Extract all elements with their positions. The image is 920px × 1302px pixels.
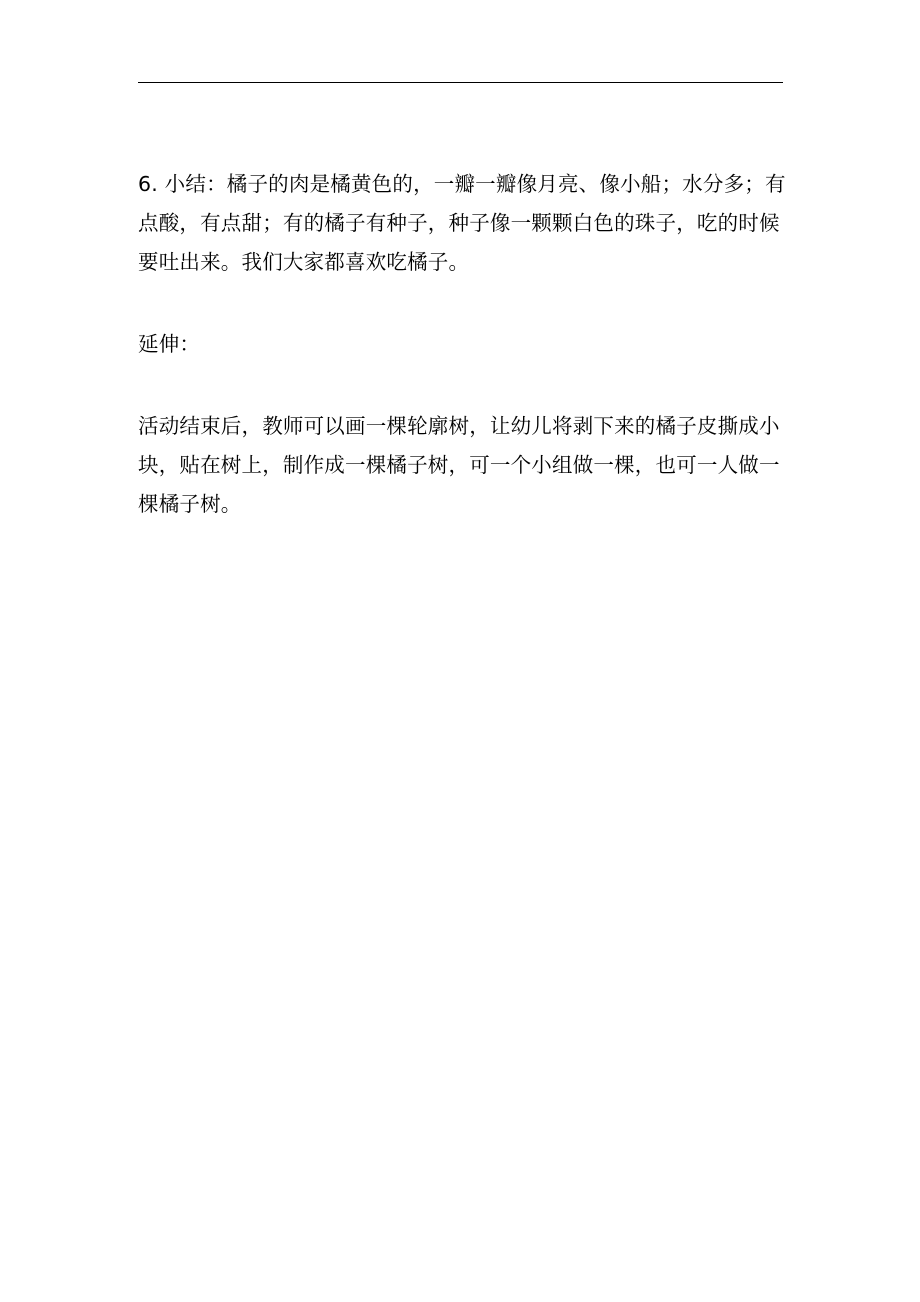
extension-heading: 延伸：	[138, 332, 201, 356]
extension-paragraph: 活动结束后，教师可以画一棵轮廓树，让幼儿将剥下来的橘子皮撕成小块，贴在树上，制作成一棵橘子树，可一个小组做一棵，也可一人做一棵橘子树。	[138, 414, 780, 516]
summary-paragraph: 6. 小结：橘子的肉是橘黄色的，一瓣一瓣像月亮、像小船；水分多；有点酸，有点甜；有的橘子有种子，种子像一颗颗白色的珠子，吃的时候要吐出来。我们大家都喜欢吃橘子。	[138, 172, 786, 274]
document-body	[138, 165, 788, 524]
header-rule	[138, 82, 783, 83]
